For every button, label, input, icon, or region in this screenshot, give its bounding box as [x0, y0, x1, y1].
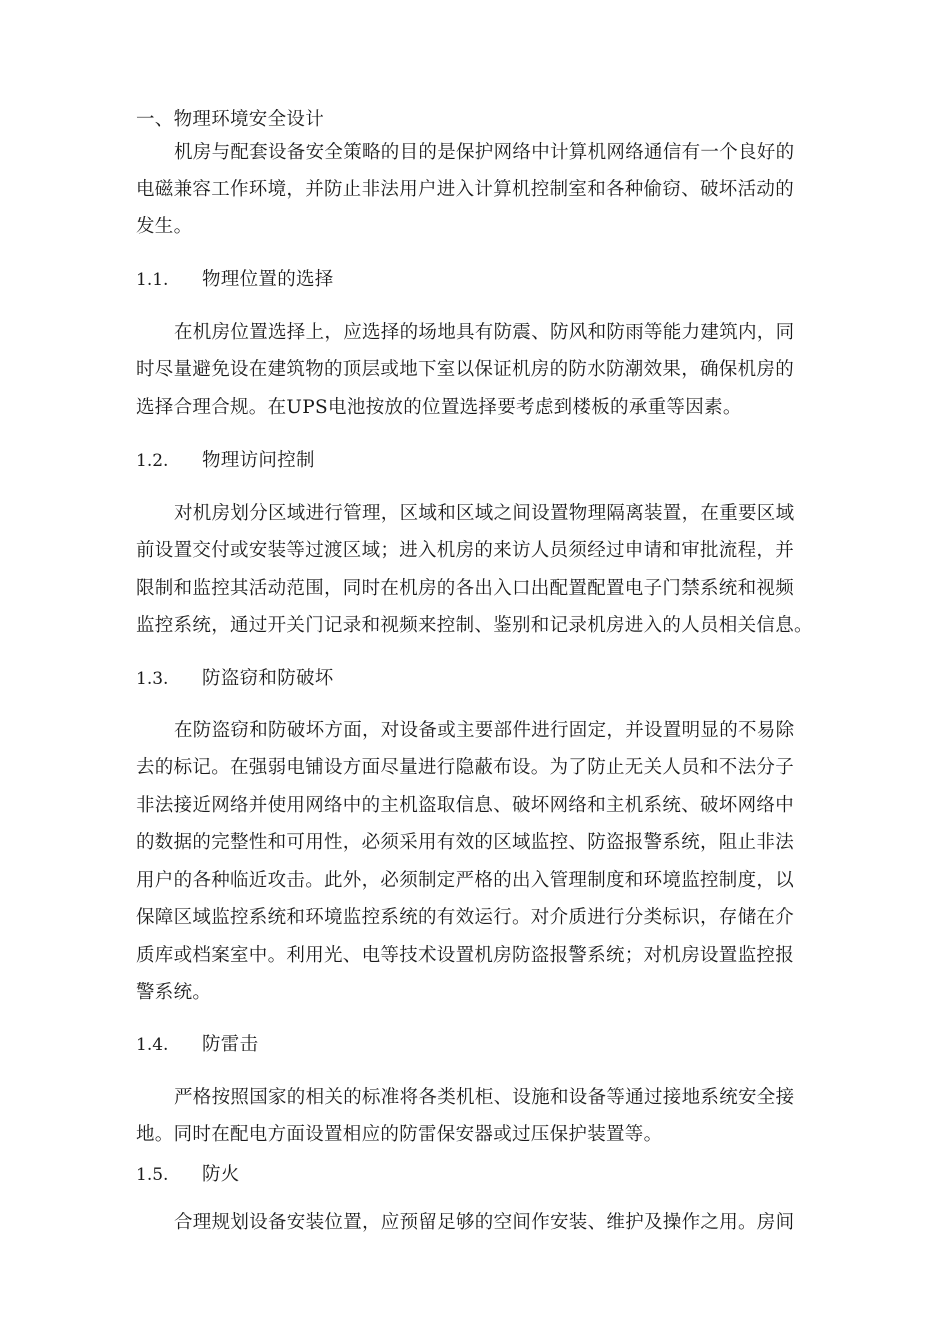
paragraph-line: 去的标记。在强弱电铺设方面尽量进行隐蔽布设。为了防止无关人员和不法分子 — [136, 757, 795, 778]
paragraph-line: 用户的各种临近攻击。此外，必须制定严格的出入管理制度和环境监控制度，以 — [136, 870, 795, 891]
paragraph-line: 对机房划分区域进行管理，区域和区域之间设置物理隔离装置，在重要区域 — [174, 503, 795, 524]
paragraph-line: 前设置交付或安装等过渡区域；进入机房的来访人员须经过申请和审批流程，并 — [136, 540, 795, 561]
section-title: 一、物理环境安全设计 — [136, 109, 325, 130]
heading-title: 物理位置的选择 — [202, 269, 334, 290]
heading-title: 物理访问控制 — [202, 450, 315, 471]
intro-line: 发生。 — [136, 216, 193, 237]
heading-title: 防盗窃和防破坏 — [202, 668, 334, 689]
paragraph-line: 在机房位置选择上，应选择的场地具有防震、防风和防雨等能力建筑内，同 — [174, 322, 795, 343]
paragraph-line: 监控系统，通过开关门记录和视频来控制、鉴别和记录机房进入的人员相关信息。 — [136, 615, 813, 636]
heading-title: 防火 — [202, 1164, 240, 1185]
heading-number: 1.4. — [136, 1035, 169, 1055]
heading-number: 1.1. — [136, 270, 169, 290]
paragraph-line: 的数据的完整性和可用性，必须采用有效的区域监控、防盗报警系统，阻止非法 — [136, 832, 795, 853]
paragraph-line: 严格按照国家的相关的标准将各类机柜、设施和设备等通过接地系统安全接 — [174, 1087, 795, 1108]
paragraph-line: 限制和监控其活动范围，同时在机房的各出入口出配置配置电子门禁系统和视频 — [136, 578, 795, 599]
heading-title: 防雷击 — [202, 1034, 259, 1055]
paragraph-line: 时尽量避免设在建筑物的顶层或地下室以保证机房的防水防潮效果，确保机房的 — [136, 359, 795, 380]
paragraph-line: 在防盗窃和防破坏方面，对设备或主要部件进行固定，并设置明显的不易除 — [174, 720, 795, 741]
paragraph-line: 保障区域监控系统和环境监控系统的有效运行。对介质进行分类标识，存储在介 — [136, 907, 795, 928]
paragraph-line: 警系统。 — [136, 982, 212, 1003]
paragraph-line: 合理规划设备安装位置，应预留足够的空间作安装、维护及操作之用。房间 — [174, 1212, 795, 1233]
intro-line: 机房与配套设备安全策略的目的是保护网络中计算机网络通信有一个良好的 — [174, 142, 795, 163]
paragraph-line: 非法接近网络并使用网络中的主机盗取信息、破坏网络和主机系统、破坏网络中 — [136, 795, 795, 816]
paragraph-line: 选择合理合规。在UPS电池按放的位置选择要考虑到楼板的承重等因素。 — [136, 397, 742, 418]
intro-line: 电磁兼容工作环境，并防止非法用户进入计算机控制室和各种偷窃、破坏活动的 — [136, 179, 795, 200]
paragraph-line: 地。同时在配电方面设置相应的防雷保安器或过压保护装置等。 — [136, 1124, 663, 1145]
heading-number: 1.2. — [136, 451, 169, 471]
paragraph-line: 质库或档案室中。利用光、电等技术设置机房防盗报警系统；对机房设置监控报 — [136, 945, 795, 966]
heading-number: 1.5. — [136, 1165, 169, 1185]
heading-number: 1.3. — [136, 669, 169, 689]
